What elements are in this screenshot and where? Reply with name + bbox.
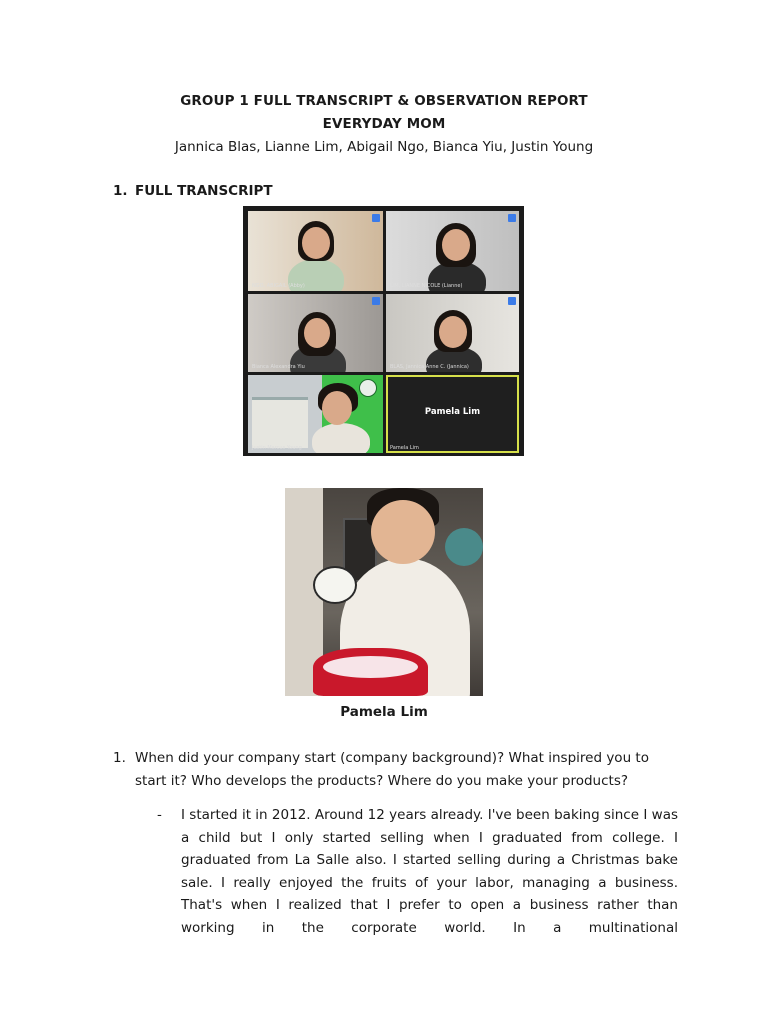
section-heading <box>113 183 273 199</box>
zoom-tile-pamela <box>386 375 519 453</box>
school-seal-icon <box>359 379 377 397</box>
section-number: 1. <box>113 183 128 199</box>
zoom-name-label: Bianca Alexandra Yiu <box>252 364 305 370</box>
answer-text: I started it in 2012. Around 12 years already. I've been baking since I was a child but I only started selling when I graduated from college. I graduated from La Salle also. I started selling during a Christmas bake sale. I really enjoyed the fruits of your labor, managing a business. That's when I realized that I prefer to open a business rather than working in the corporate world. In a multinational <box>181 807 678 936</box>
zoom-tile-bianca <box>248 294 383 372</box>
zoom-tile-lianne <box>386 211 519 291</box>
report-authors: Jannica Blas, Lianne Lim, Abigail Ngo, Bianca Yiu, Justin Young <box>174 139 594 155</box>
pin-icon <box>508 214 516 222</box>
pin-icon <box>372 297 380 305</box>
zoom-tile-justin <box>248 375 383 453</box>
zoom-tile-jannica <box>386 294 519 372</box>
interview-question <box>113 747 673 792</box>
zoom-tile-abigail <box>248 211 383 291</box>
pamela-lim-photo <box>285 488 483 696</box>
question-text: When did your company start (company background)? What inspired you to start it? Who develops the products? Where do you make your products? <box>135 750 649 789</box>
pin-icon <box>508 297 516 305</box>
zoom-name-label: Justin Marcus Young <box>252 445 302 451</box>
report-title-line2: EVERYDAY MOM <box>322 116 446 132</box>
report-title-line1: GROUP 1 FULL TRANSCRIPT & OBSERVATION REPORT <box>180 93 588 109</box>
photo-caption: Pamela Lim <box>340 704 428 720</box>
zoom-participant-name: Pamela Lim <box>424 407 481 417</box>
zoom-name-label: Pamela Lim <box>390 445 419 451</box>
question-number: 1. <box>113 750 126 766</box>
zoom-name-label: LIM, LIANNE NICOLE (Lianne) <box>390 283 463 289</box>
zoom-name-label: BLAS, Jannica Anne C. (Jannica) <box>390 364 469 370</box>
answer-bullet: - <box>157 807 162 823</box>
zoom-call-screenshot <box>243 206 524 456</box>
section-title: FULL TRANSCRIPT <box>135 183 273 199</box>
zoom-name-label: NGO, ABIGAIL (Abby) <box>252 283 305 289</box>
bakery-logo-icon <box>313 566 357 604</box>
pin-icon <box>372 214 380 222</box>
interview-answer <box>157 804 678 939</box>
